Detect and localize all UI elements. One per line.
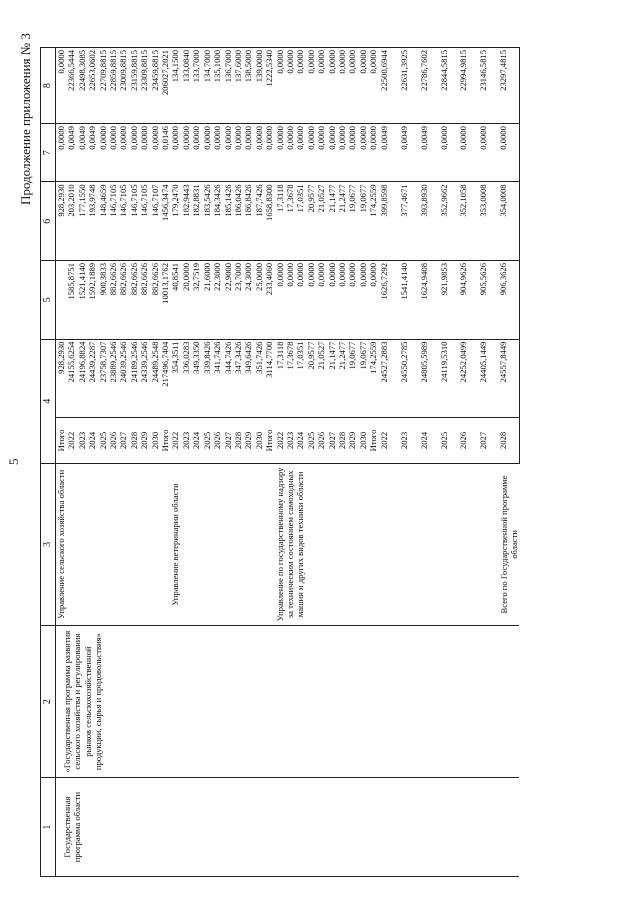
- value-cell: 0,0000: [56, 124, 67, 182]
- value-cell: 22631,3925: [399, 48, 419, 124]
- year-cell: 2025: [439, 418, 459, 464]
- value-cell: 21,2477: [337, 182, 347, 261]
- value-cell: 174,2559: [368, 182, 378, 261]
- value-cell: 352,1058: [458, 182, 478, 261]
- value-cell: 22786,7602: [419, 48, 439, 124]
- value-cell: 882,6626: [118, 261, 128, 340]
- value-cell: 17,3118: [275, 339, 285, 418]
- column-header: 4: [41, 339, 56, 463]
- year-cell: 2026: [316, 418, 326, 464]
- year-cell: 2028: [337, 418, 347, 464]
- value-cell: 0,0049: [77, 124, 87, 182]
- value-cell: 133,7000: [191, 48, 201, 124]
- value-cell: 22844,5815: [439, 48, 459, 124]
- value-cell: 1521,4140: [77, 261, 87, 340]
- value-cell: 0,0000: [337, 124, 347, 182]
- year-cell: 2025: [306, 418, 316, 464]
- year-cell: 2026: [108, 418, 118, 464]
- year-cell: 2024: [87, 418, 97, 464]
- year-cell: 2024: [295, 418, 305, 464]
- value-cell: 10013,1762: [160, 261, 170, 340]
- value-cell: 22709,8815: [98, 48, 108, 124]
- value-cell: 354,3511: [170, 339, 180, 418]
- responsible-executor: Управление ветеринарии области: [170, 463, 274, 625]
- value-cell: 177,1550: [77, 182, 87, 261]
- value-cell: 17,3118: [275, 182, 285, 261]
- value-cell: 17,3678: [285, 339, 295, 418]
- value-cell: 0,0000: [233, 124, 243, 182]
- value-cell: 24527,2883: [379, 339, 399, 418]
- value-cell: 905,5626: [478, 261, 498, 340]
- value-cell: 0,0000: [439, 124, 459, 182]
- value-cell: 339,8426: [202, 339, 212, 418]
- value-cell: 0,0049: [66, 124, 76, 182]
- value-cell: 146,7105: [139, 182, 149, 261]
- value-cell: 203,2010: [66, 182, 76, 261]
- value-cell: 341,7426: [212, 339, 222, 418]
- value-cell: 0,0000: [337, 261, 347, 340]
- column-header: 7: [41, 124, 56, 182]
- total-row: [56, 48, 67, 877]
- value-cell: 0,0000: [181, 124, 191, 182]
- year-cell: 2022: [379, 418, 399, 464]
- value-cell: 347,3426: [233, 339, 243, 418]
- value-cell: 928,2930: [56, 339, 67, 418]
- value-cell: 19,0677: [358, 182, 368, 261]
- year-cell: 2030: [150, 418, 160, 464]
- value-cell: 137,6000: [233, 48, 243, 124]
- value-cell: 21,1477: [327, 339, 337, 418]
- year-cell: 2028: [498, 418, 519, 464]
- value-cell: 0,0000: [118, 124, 128, 182]
- value-cell: 882,6626: [129, 261, 139, 340]
- value-cell: 0,0000: [316, 48, 326, 124]
- program-label: Государственная программа области: [56, 778, 520, 877]
- value-cell: 17,0351: [295, 182, 305, 261]
- value-cell: 22859,8815: [108, 48, 118, 124]
- column-header: 8: [41, 48, 56, 124]
- value-cell: 882,6626: [108, 261, 118, 340]
- value-cell: 882,6626: [150, 261, 160, 340]
- value-cell: 0,0000: [337, 48, 347, 124]
- value-cell: 146,7105: [108, 182, 118, 261]
- value-cell: 233,4060: [264, 261, 274, 340]
- year-cell: 2022: [66, 418, 76, 464]
- value-cell: 24550,2785: [399, 339, 419, 418]
- value-cell: 0,0000: [458, 124, 478, 182]
- year-cell: 2028: [233, 418, 243, 464]
- value-cell: 353,0008: [478, 182, 498, 261]
- value-cell: 1456,3474: [160, 182, 170, 261]
- year-cell: 2029: [347, 418, 357, 464]
- value-cell: 23009,8815: [118, 48, 128, 124]
- value-cell: 23309,8815: [139, 48, 149, 124]
- value-cell: 0,0049: [379, 124, 399, 182]
- value-cell: 23297,4815: [498, 48, 519, 124]
- value-cell: 21,0527: [316, 182, 326, 261]
- value-cell: 0,0000: [295, 261, 305, 340]
- value-cell: 24439,2287: [87, 339, 97, 418]
- value-cell: 19,0677: [347, 339, 357, 418]
- value-cell: 17,0351: [295, 339, 305, 418]
- value-cell: 352,9662: [439, 182, 459, 261]
- value-cell: 336,0283: [181, 339, 191, 418]
- value-cell: 0,0000: [223, 124, 233, 182]
- value-cell: 135,1000: [212, 48, 222, 124]
- value-cell: 23,7000: [233, 261, 243, 340]
- value-cell: 20,0000: [181, 261, 191, 340]
- value-cell: 23159,8815: [129, 48, 139, 124]
- value-cell: 24557,8449: [498, 339, 519, 418]
- value-cell: 25,0000: [254, 261, 264, 340]
- value-cell: 174,2559: [368, 339, 378, 418]
- value-cell: 0,0000: [498, 124, 519, 182]
- value-cell: 1658,8300: [264, 182, 274, 261]
- value-cell: 0,0000: [368, 261, 378, 340]
- value-cell: 22994,9815: [458, 48, 478, 124]
- year-cell: 2023: [181, 418, 191, 464]
- program-name: «Государственная программа развития сельского хозяйства и регулирования рынков сельскохозяйственной продукции, сырья и продовольствия»: [56, 626, 520, 778]
- value-cell: 0,0000: [150, 124, 160, 182]
- value-cell: 184,3426: [212, 182, 222, 261]
- value-cell: 23459,8815: [150, 48, 160, 124]
- value-cell: 399,8598: [379, 182, 399, 261]
- year-cell: 2026: [458, 418, 478, 464]
- year-cell: 2023: [399, 418, 419, 464]
- value-cell: 146,7105: [129, 182, 139, 261]
- value-cell: 0,0000: [306, 48, 316, 124]
- value-cell: 1541,4140: [399, 261, 419, 340]
- value-cell: 0,0000: [347, 124, 357, 182]
- value-cell: 0,0000: [202, 124, 212, 182]
- value-cell: 0,0000: [368, 124, 378, 182]
- value-cell: 1585,8751: [66, 261, 76, 340]
- total-label: Итого: [160, 418, 170, 464]
- value-cell: 185,1426: [223, 182, 233, 261]
- value-cell: 0,0000: [275, 261, 285, 340]
- value-cell: 0,0000: [295, 124, 305, 182]
- value-cell: 0,0000: [347, 48, 357, 124]
- year-cell: 2025: [98, 418, 108, 464]
- value-cell: 24489,2548: [150, 339, 160, 418]
- value-cell: 0,0000: [139, 124, 149, 182]
- year-cell: 2027: [327, 418, 337, 464]
- value-cell: 0,0000: [56, 48, 67, 124]
- value-cell: 0,0000: [327, 124, 337, 182]
- year-cell: 2024: [419, 418, 439, 464]
- value-cell: 22366,5444: [66, 48, 76, 124]
- value-cell: 133,0840: [181, 48, 191, 124]
- value-cell: 187,7426: [254, 182, 264, 261]
- value-cell: 24039,2546: [118, 339, 128, 418]
- value-cell: 21,1477: [327, 182, 337, 261]
- value-cell: 0,0000: [285, 124, 295, 182]
- value-cell: 22653,0602: [87, 48, 97, 124]
- value-cell: 354,0008: [498, 182, 519, 261]
- value-cell: 183,5426: [202, 182, 212, 261]
- column-header: 1: [41, 778, 56, 877]
- value-cell: 377,4671: [399, 182, 419, 261]
- value-cell: 1626,7292: [379, 261, 399, 340]
- value-cell: 1222,5340: [264, 48, 274, 124]
- value-cell: 21,0527: [316, 339, 326, 418]
- total-label: Итого: [264, 418, 274, 464]
- value-cell: 32,7519: [191, 261, 201, 340]
- value-cell: 344,7426: [223, 339, 233, 418]
- value-cell: 0,0000: [212, 124, 222, 182]
- value-cell: 0,0000: [275, 48, 285, 124]
- year-cell: 2027: [223, 418, 233, 464]
- column-header: 5: [41, 261, 56, 340]
- column-header: 6: [41, 182, 56, 261]
- value-cell: 904,9626: [458, 261, 478, 340]
- value-cell: 0,0000: [316, 124, 326, 182]
- value-cell: 21,2477: [337, 339, 347, 418]
- responsible-executor: Управление сельского хозяйства области: [56, 463, 171, 625]
- value-cell: 24252,0499: [458, 339, 478, 418]
- value-cell: 0,0000: [98, 124, 108, 182]
- value-cell: 0,0146: [160, 124, 170, 182]
- year-cell: 2025: [202, 418, 212, 464]
- value-cell: 0,0000: [254, 124, 264, 182]
- total-label: Итого: [368, 418, 378, 464]
- year-cell: 2030: [254, 418, 264, 464]
- value-cell: 22,9000: [223, 261, 233, 340]
- value-cell: 0,0000: [170, 124, 180, 182]
- value-cell: 1592,1889: [87, 261, 97, 340]
- value-cell: 19,0677: [358, 339, 368, 418]
- value-cell: 0,0000: [358, 261, 368, 340]
- value-cell: 182,8831: [191, 182, 201, 261]
- value-cell: 22498,3085: [77, 48, 87, 124]
- value-cell: 24119,5310: [439, 339, 459, 418]
- appendix-title: Продолжение приложения № 3: [18, 33, 33, 205]
- value-cell: 193,9748: [87, 182, 97, 261]
- value-cell: 349,3350: [191, 339, 201, 418]
- value-cell: 136,7000: [223, 48, 233, 124]
- year-cell: 2023: [77, 418, 87, 464]
- value-cell: 0,0000: [108, 124, 118, 182]
- value-cell: 148,4659: [98, 182, 108, 261]
- value-cell: 921,9853: [439, 261, 459, 340]
- value-cell: 0,0049: [419, 124, 439, 182]
- value-cell: 0,0000: [327, 48, 337, 124]
- year-cell: 2022: [275, 418, 285, 464]
- value-cell: 0,0000: [285, 261, 295, 340]
- value-cell: 186,8426: [243, 182, 253, 261]
- budget-table: [40, 47, 520, 877]
- value-cell: 0,0000: [264, 124, 274, 182]
- value-cell: 393,8930: [419, 182, 439, 261]
- empty-cell: [56, 261, 67, 340]
- value-cell: 22500,6944: [379, 48, 399, 124]
- value-cell: 0,0049: [87, 124, 97, 182]
- value-cell: 0,0000: [327, 261, 337, 340]
- value-cell: 23758,7307: [98, 339, 108, 418]
- year-cell: 2024: [191, 418, 201, 464]
- value-cell: 22,3000: [212, 261, 222, 340]
- value-cell: 0,0000: [358, 48, 368, 124]
- value-cell: 146,7105: [118, 182, 128, 261]
- value-cell: 186,0426: [233, 182, 243, 261]
- value-cell: 134,7000: [202, 48, 212, 124]
- year-cell: 2030: [358, 418, 368, 464]
- value-cell: 349,6426: [243, 339, 253, 418]
- value-cell: 928,2930: [56, 182, 67, 261]
- value-cell: 206027,2021: [160, 48, 170, 124]
- responsible-executor: Всего по Государственной программе области: [379, 463, 520, 625]
- value-cell: 0,0049: [399, 124, 419, 182]
- value-cell: 20,9577: [306, 339, 316, 418]
- value-cell: 20,9577: [306, 182, 316, 261]
- value-cell: 0,0000: [191, 124, 201, 182]
- value-cell: 900,3833: [98, 261, 108, 340]
- table-body: [56, 48, 520, 877]
- value-cell: 217496,7404: [160, 339, 170, 418]
- total-label: Итого: [56, 418, 67, 464]
- column-header: 2: [41, 626, 56, 778]
- value-cell: 23889,2546: [108, 339, 118, 418]
- value-cell: 134,1500: [170, 48, 180, 124]
- value-cell: 24339,2546: [139, 339, 149, 418]
- value-cell: 24405,1449: [478, 339, 498, 418]
- year-cell: 2026: [212, 418, 222, 464]
- year-cell: 2023: [285, 418, 295, 464]
- table-header-row: [41, 48, 56, 877]
- value-cell: 146,7107: [150, 182, 160, 261]
- value-cell: 24,3000: [243, 261, 253, 340]
- value-cell: 24196,8824: [77, 339, 87, 418]
- value-cell: 0,0000: [129, 124, 139, 182]
- value-cell: 179,2470: [170, 182, 180, 261]
- page-number: 5: [6, 458, 21, 465]
- value-cell: 0,0000: [316, 261, 326, 340]
- value-cell: 24805,5989: [419, 339, 439, 418]
- value-cell: 906,3626: [498, 261, 519, 340]
- year-cell: 2029: [139, 418, 149, 464]
- value-cell: 17,3678: [285, 182, 295, 261]
- value-cell: 19,0677: [347, 182, 357, 261]
- value-cell: 24189,2546: [129, 339, 139, 418]
- value-cell: 1624,9408: [419, 261, 439, 340]
- value-cell: 138,5000: [243, 48, 253, 124]
- value-cell: 882,6626: [139, 261, 149, 340]
- year-cell: 2028: [129, 418, 139, 464]
- column-header: 3: [41, 463, 56, 625]
- value-cell: 182,9443: [181, 182, 191, 261]
- value-cell: 351,7426: [254, 339, 264, 418]
- value-cell: 0,0000: [347, 261, 357, 340]
- year-cell: 2027: [118, 418, 128, 464]
- value-cell: 40,8541: [170, 261, 180, 340]
- value-cell: 0,0000: [306, 124, 316, 182]
- value-cell: 139,0000: [254, 48, 264, 124]
- value-cell: 0,0000: [243, 124, 253, 182]
- value-cell: 0,0000: [358, 124, 368, 182]
- year-cell: 2027: [478, 418, 498, 464]
- year-cell: 2022: [170, 418, 180, 464]
- value-cell: 0,0000: [368, 48, 378, 124]
- value-cell: 0,0000: [478, 124, 498, 182]
- value-cell: 0,0000: [285, 48, 295, 124]
- responsible-executor: Управление по государственному надзору за техническим состоянием самоходных машин и других видов техники области: [275, 463, 379, 625]
- value-cell: 3114,7700: [264, 339, 274, 418]
- year-cell: 2029: [243, 418, 253, 464]
- value-cell: 0,0000: [306, 261, 316, 340]
- value-cell: 0,0000: [295, 48, 305, 124]
- value-cell: 0,0000: [275, 124, 285, 182]
- value-cell: 24155,6254: [66, 339, 76, 418]
- value-cell: 21,6000: [202, 261, 212, 340]
- value-cell: 23146,5815: [478, 48, 498, 124]
